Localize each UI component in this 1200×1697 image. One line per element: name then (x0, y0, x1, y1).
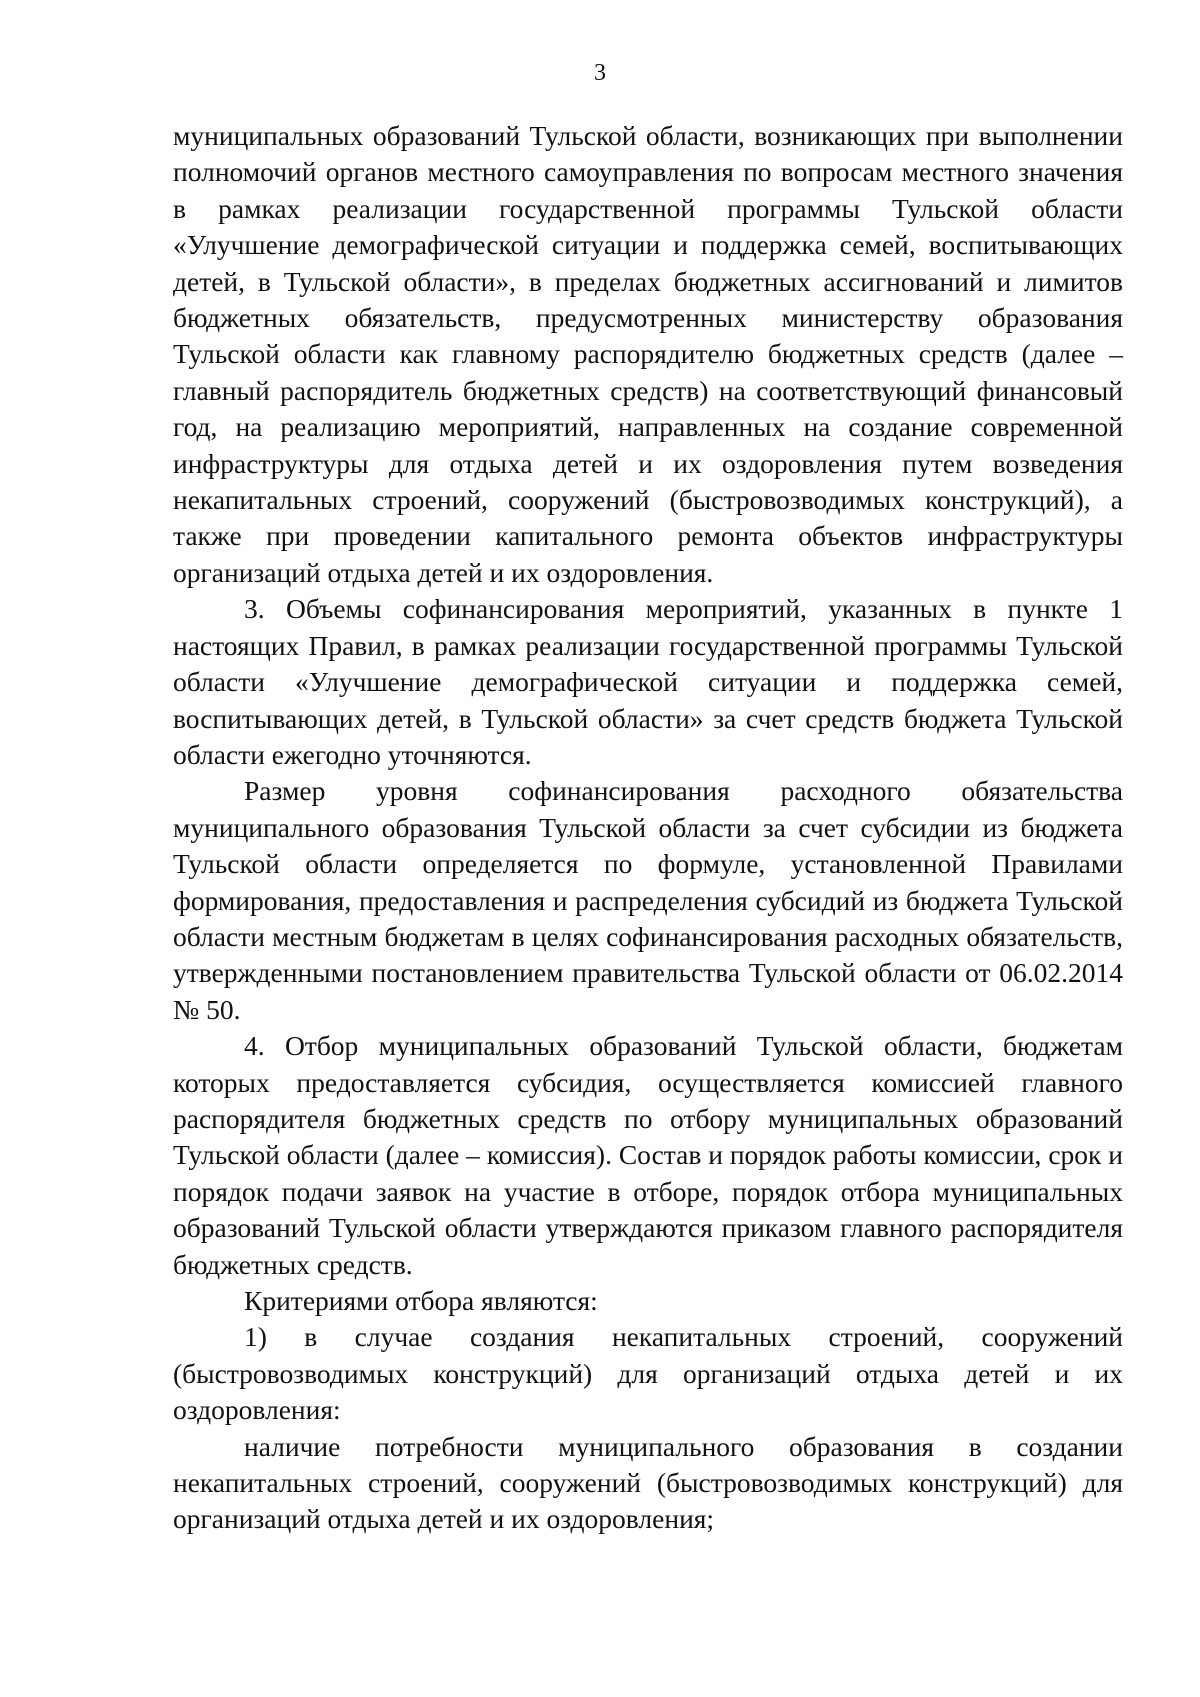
paragraph-criterion-1: 1) в случае создания некапитальных строений, сооружений (быстровозводимых конструкций) для организаций отдыха детей и их оздоровления: (173, 1321, 1123, 1426)
paragraph-cofinancing-level: Размер уровня софинансирования расходного обязательства муниципального образования Тульской области за счет субсидии из бюджета Тульской области определяется по формуле, установленной Правилами формирования, предоставления и распределения субсидий из бюджета Тульской области местным бюджетам в целях софинансирования расходных обязательств, утвержденными постановлением правительства Тульской области от 06.02.2014 № 50. (173, 775, 1123, 1025)
paragraph-continuation: муниципальных образований Тульской области, возникающих при выполнении полномочий органов местного самоуправления по вопросам местного значения в рамках реализации государственной программы Тульской области «Улучшение демографической ситуации и поддержка семей, воспитывающих детей, в Тульской области», в пределах бюджетных ассигнований и лимитов бюджетных обязательств, предусмотренных министерству образования Тульской области как главному распорядителю бюджетных средств (далее – главный распорядитель бюджетных средств) на соответствующий финансовый год, на реализацию мероприятий, направленных на создание современной инфраструктуры для отдыха детей и их оздоровления путем возведения некапитальных строений, сооружений (быстровозводимых конструкций), а также при проведении капитального ремонта объектов инфраструктуры организаций отдыха детей и их оздоровления. (173, 120, 1123, 588)
paragraph-item-3: 3. Объемы софинансирования мероприятий, указанных в пункте 1 настоящих Правил, в рамках реализации государственной программы Тульской области «Улучшение демографической ситуации и поддержка семей, воспитывающих детей, в Тульской области» за счет средств бюджета Тульской области ежегодно уточняются. (173, 593, 1123, 770)
paragraph-item-4: 4. Отбор муниципальных образований Тульской области, бюджетам которых предоставляется субсидия, осуществляется комиссией главного распорядителя бюджетных средств по отбору муниципальных образований Тульской области (далее – комиссия). Состав и порядок работы комиссии, срок и порядок подачи заявок на участие в отборе, порядок отбора муниципальных образований Тульской области утверждаются приказом главного распорядителя бюджетных средств. (173, 1030, 1123, 1280)
page-number: 3 (594, 60, 606, 86)
document-body (173, 118, 1123, 1538)
paragraph-criteria-heading: Критериями отбора являются: (244, 1285, 598, 1316)
paragraph-criterion-1-need: наличие потребности муниципального образования в создании некапитальных строений, сооружений (быстровозводимых конструкций) для организаций отдыха детей и их оздоровления; (173, 1430, 1123, 1535)
